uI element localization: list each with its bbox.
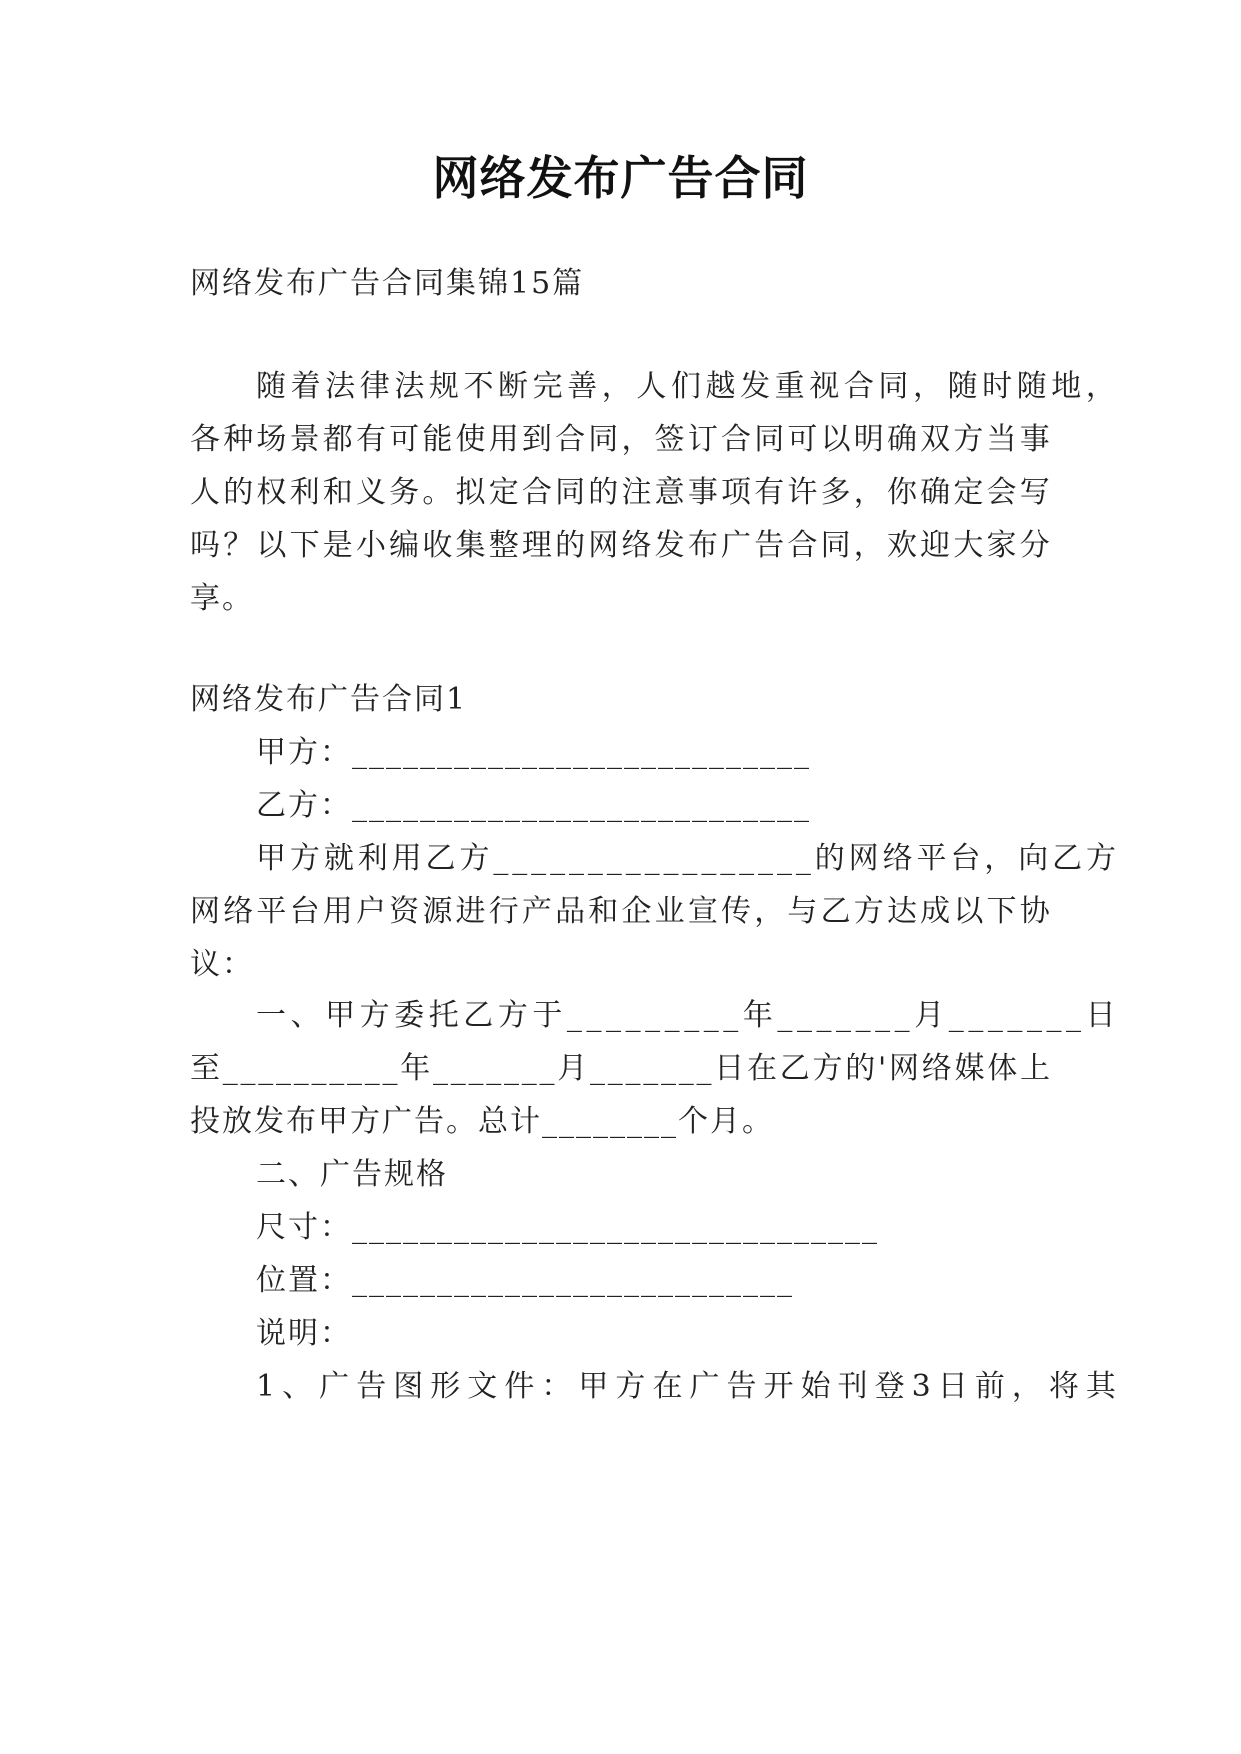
intro-line: 人 的 权 利 和 义 务 。 拟 定 合 同 的 注 意 事 项 有 许 多 ， 你 确 定 会 写	[190, 475, 1050, 510]
paragraph-line: 甲 方 就 利 用 乙 方 _ _ _ _ _ _ _ _ _ _ _ _ _ _ _ _ _ 的 网 络 平 台 ， 向 乙 方	[256, 841, 1116, 876]
party-a-line: 甲方：___________________________	[256, 735, 811, 770]
clause-line: 投放发布甲方广告。总计________个月。	[190, 1104, 774, 1139]
paragraph-line: 网 络 平 台 用 户 资 源 进 行 产 品 和 企 业 宣 传 ， 与 乙 方 达 成 以 下 协	[190, 894, 1050, 929]
note-label: 说明：	[256, 1316, 352, 1351]
document-title: 网络发布广告合同	[432, 151, 809, 205]
clause-heading: 二、广告规格	[256, 1157, 448, 1192]
clause-line: 一 、 甲 方 委 托 乙 方 于 _ _ _ _ _ _ _ _ _ 年 _ _ _ _ _ _ _ 月 _ _ _ _ _ _ _ 日	[256, 998, 1116, 1033]
position-field-line: 位置：__________________________	[256, 1263, 794, 1298]
party-b-line: 乙方：___________________________	[256, 788, 811, 823]
intro-line: 吗 ？ 以 下 是 小 编 收 集 整 理 的 网 络 发 布 广 告 合 同 ， 欢 迎 大 家 分	[190, 528, 1050, 563]
document-subtitle: 网络发布广告合同集锦15篇	[190, 266, 585, 301]
size-field-line: 尺寸：_______________________________	[256, 1210, 879, 1245]
intro-line: 享。	[190, 581, 254, 616]
intro-line: 各 种 场 景 都 有 可 能 使 用 到 合 同 ， 签 订 合 同 可 以 明 确 双 方 当 事	[190, 422, 1050, 457]
intro-line: 随 着 法 律 法 规 不 断 完 善 ， 人 们 越 发 重 视 合 同 ， 随 时 随 地 ，	[256, 369, 1116, 404]
paragraph-line: 议：	[190, 947, 254, 982]
section-heading: 网络发布广告合同1	[190, 682, 468, 717]
clause-line: 至 _ _ _ _ _ _ _ _ _ _ 年 _ _ _ _ _ _ _ 月 _ _ _ _ _ _ _ 日 在 乙 方 的 ' 网 络 媒 体 上	[190, 1051, 1050, 1086]
clause-line: 1 、 广 告 图 形 文 件 ： 甲 方 在 广 告 开 始 刊 登 3 日 前 ， 将 其	[256, 1369, 1116, 1404]
